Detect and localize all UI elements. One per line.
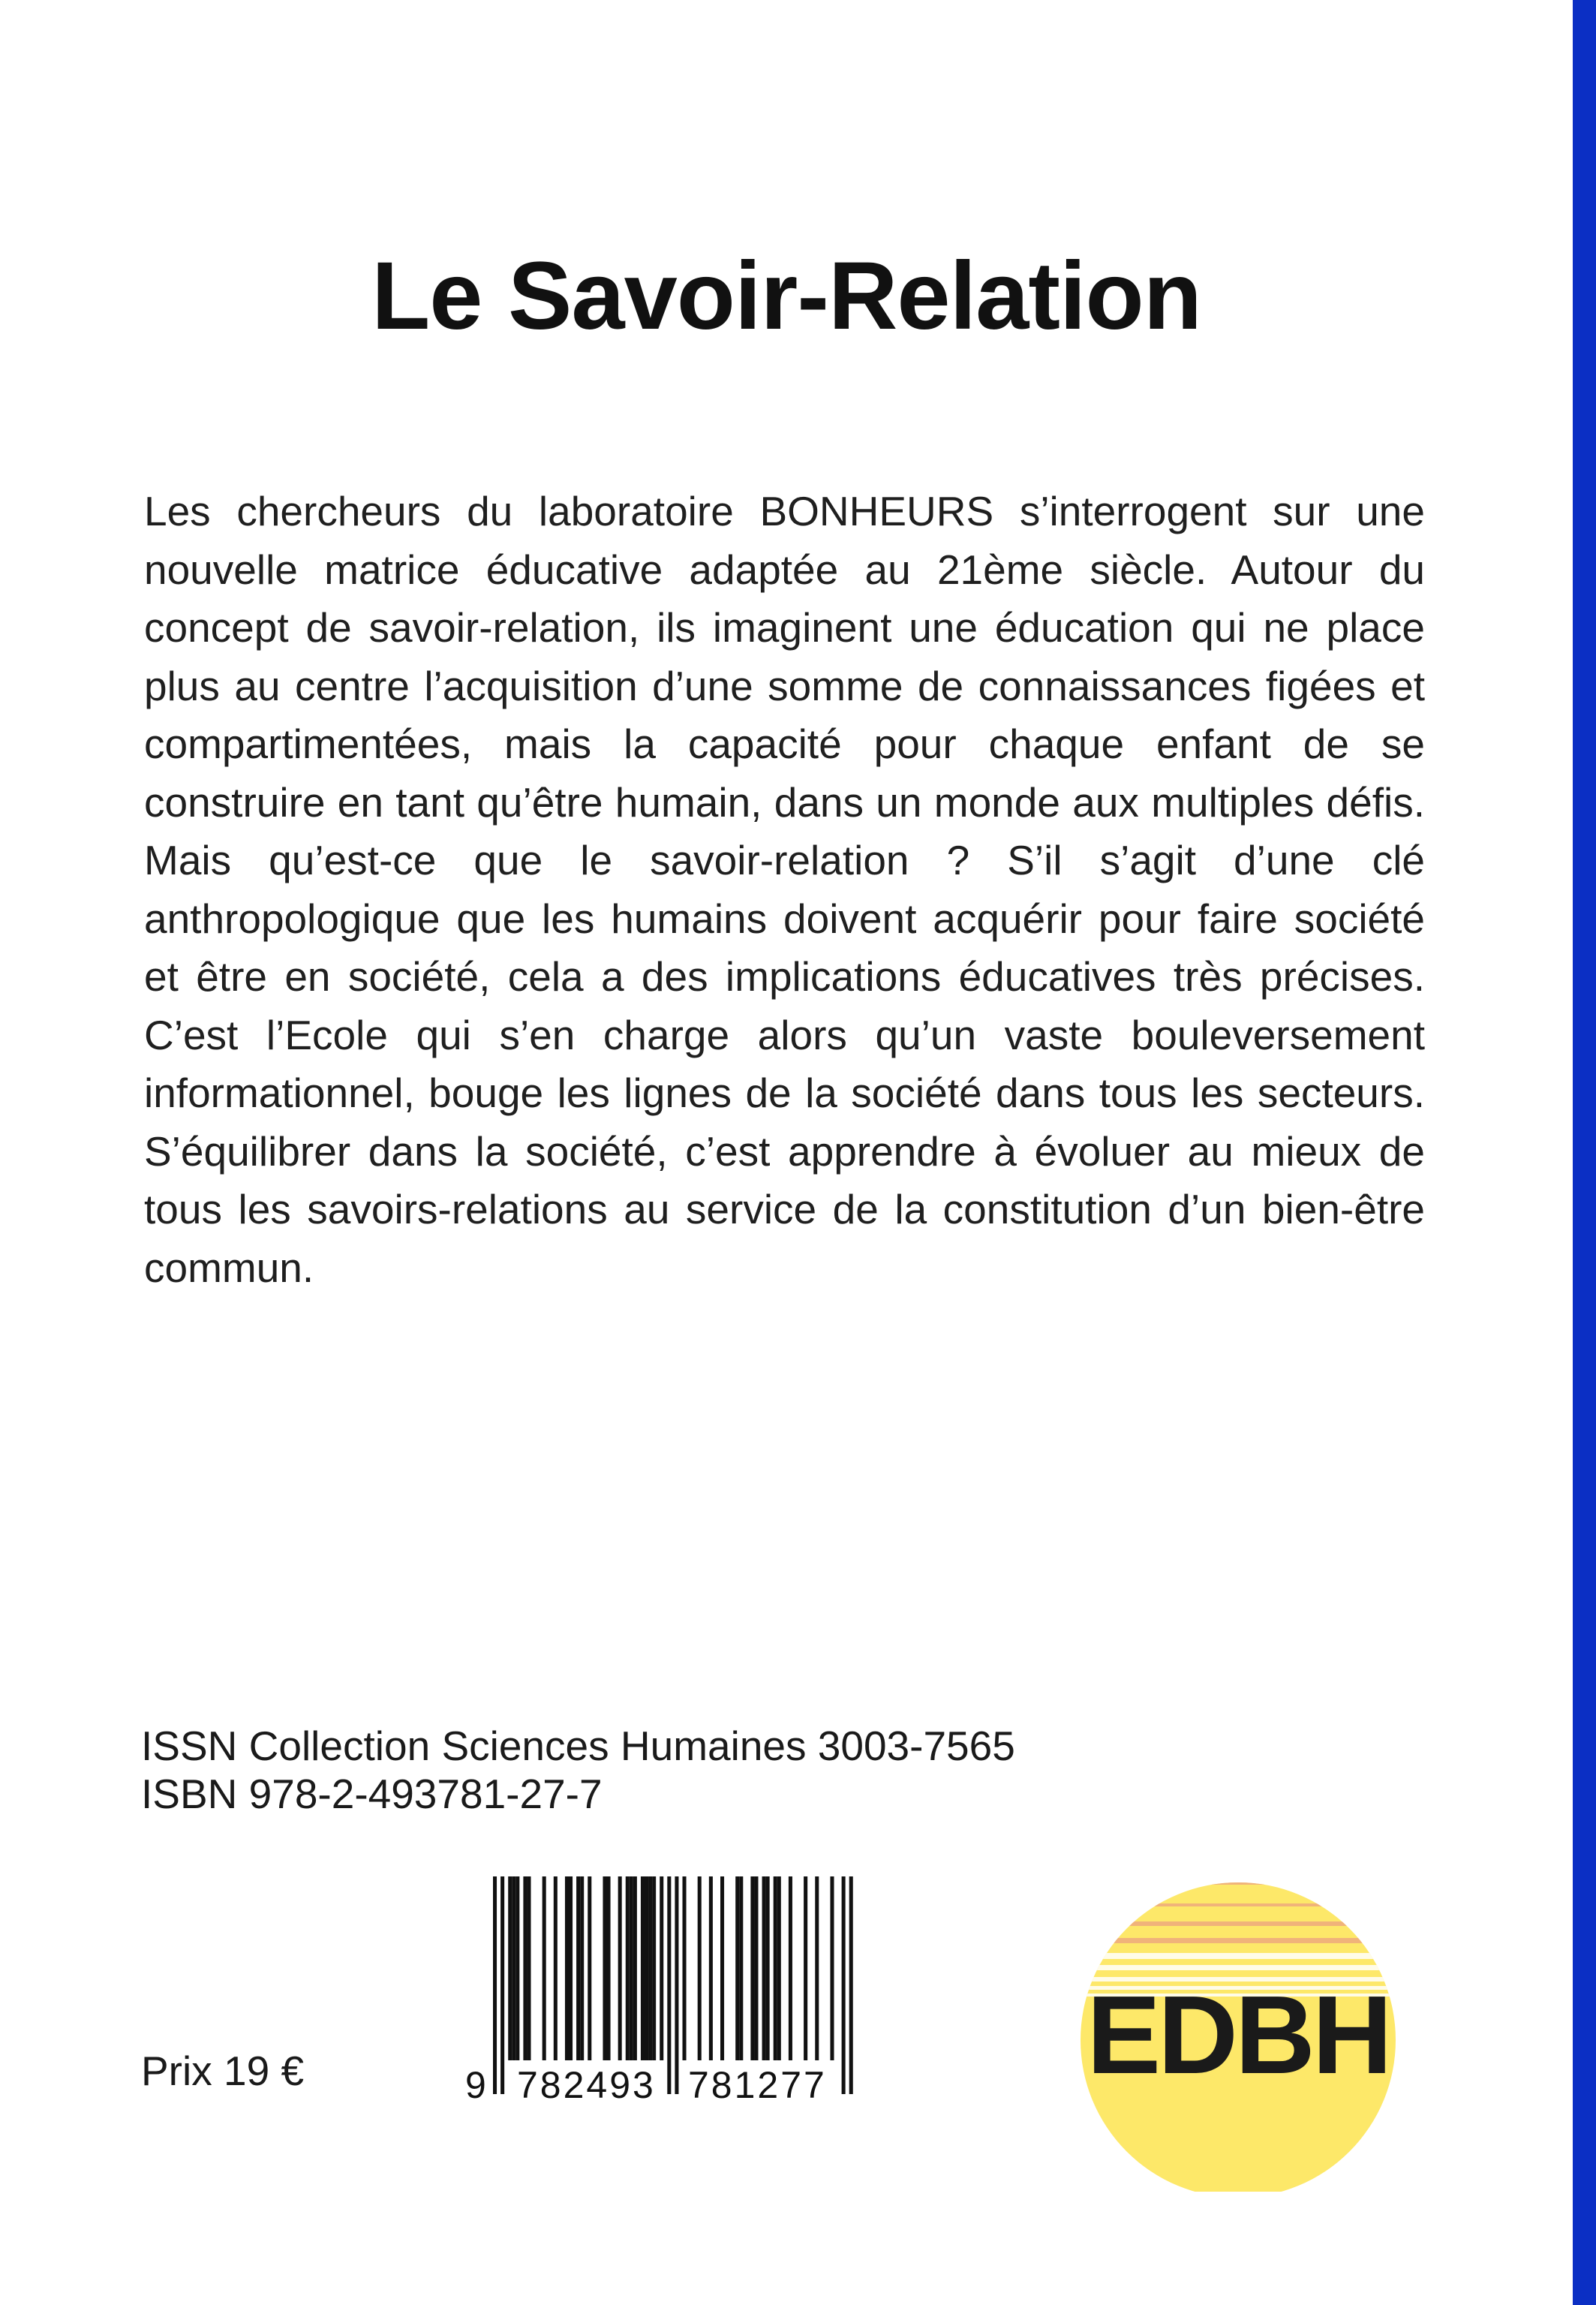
barcode-bar [576, 1876, 580, 2060]
barcode-bar [774, 1876, 777, 2060]
back-cover-blurb: Les chercheurs du laboratoire BONHEURS s’interrogent sur une nouvelle matrice éducative adaptée au 21ème siècle. Autour du concept de savoir-relation, ils imaginent une éducation qui ne place plus au centre l’acquisition d’une somme de connaissances figées et compartimentées, mais la capacité pour chaque enfant de se construire en tant qu’être humain, dans un monde aux multiples défis. Mais qu’est-ce que le savoir-relation ? S’il s’agit d’une clé anthropologique que les humains doivent acquérir pour faire société et être en société, cela a des implications éducatives très précises. C’est l’Ecole qui s’en charge alors qu’un vaste bouleversement informationnel, bouge les lignes de la société dans tous les secteurs. S’équilibrer dans la société, c’est apprendre à évoluer au mieux de tous les savoirs-relations au service de la constitution d’un bien-être commun. [144, 488, 1425, 1291]
barcode-bar [527, 1876, 530, 2060]
barcode-bar [515, 1876, 519, 2060]
barcode-bar [789, 1876, 792, 2060]
spine-edge [1573, 0, 1596, 2305]
sun-stripe [1081, 1965, 1396, 1970]
barcode-bar [633, 1876, 637, 2060]
price-label: Prix 19 € [141, 2048, 305, 2094]
barcode-bar [815, 1876, 819, 2060]
barcode-bar [500, 1876, 504, 2094]
barcode-right-group: 781277 [688, 2064, 827, 2106]
barcode-first-digit: 9 [465, 2064, 486, 2106]
barcode-bar [626, 1876, 630, 2060]
issn-line: ISSN Collection Sciences Humaines 3003-7565 [141, 1723, 1015, 1769]
barcode-bar [569, 1876, 573, 2060]
barcode-left-group: 782493 [517, 2064, 656, 2106]
sun-stripe [1081, 1921, 1396, 1926]
isbn-line: ISBN 978-2-493781-27-7 [141, 1771, 603, 1817]
barcode-bar [735, 1876, 739, 2060]
barcode-bar [565, 1876, 569, 2060]
barcode-bar [683, 1876, 687, 2060]
barcode-bar [603, 1876, 606, 2060]
sun-stripe [1081, 1938, 1396, 1943]
barcode-bar [804, 1876, 807, 2060]
barcode-bar [618, 1876, 622, 2060]
sun-stripe [1081, 1882, 1396, 1885]
barcode-bar [652, 1876, 656, 2060]
barcode-bar [750, 1876, 754, 2060]
barcode-bar [754, 1876, 758, 2060]
barcode-bar [523, 1876, 527, 2060]
logo-wordmark: EDBH [1087, 1973, 1390, 2097]
barcode-bar [580, 1876, 584, 2060]
barcode-bar [508, 1876, 512, 2060]
book-title: Le Savoir-Relation [371, 242, 1201, 350]
barcode-bar [645, 1876, 648, 2060]
barcode-bar [709, 1876, 713, 2060]
barcode-bar [720, 1876, 724, 2060]
barcode-bar [842, 1876, 846, 2094]
barcode-bar [607, 1876, 611, 2060]
sun-logo-icon [1081, 1876, 1396, 2192]
barcode-digits [459, 2063, 864, 2108]
publisher-logo [1081, 1876, 1396, 2192]
barcode-bar [698, 1876, 702, 2060]
barcode-bar [777, 1876, 781, 2060]
barcode-bar [766, 1876, 770, 2060]
barcode-bar [630, 1876, 633, 2060]
sun-stripe [1081, 1903, 1396, 1906]
barcode-bar [641, 1876, 645, 2060]
barcode-bar [588, 1876, 591, 2060]
barcode-bar [660, 1876, 663, 2060]
barcode-bar [493, 1876, 497, 2094]
barcode-bar [543, 1876, 546, 2060]
barcode-bar [739, 1876, 743, 2060]
barcode-bar [849, 1876, 853, 2094]
barcode-bar [648, 1876, 652, 2060]
barcode-bar [512, 1876, 515, 2060]
publication-info [141, 1722, 1015, 1818]
barcode-bar [667, 1876, 671, 2094]
barcode-bar [554, 1876, 558, 2060]
barcode-bar [675, 1876, 678, 2094]
sun-stripe [1081, 1953, 1396, 1959]
barcode-bar [762, 1876, 766, 2060]
barcode-bar [830, 1876, 834, 2060]
